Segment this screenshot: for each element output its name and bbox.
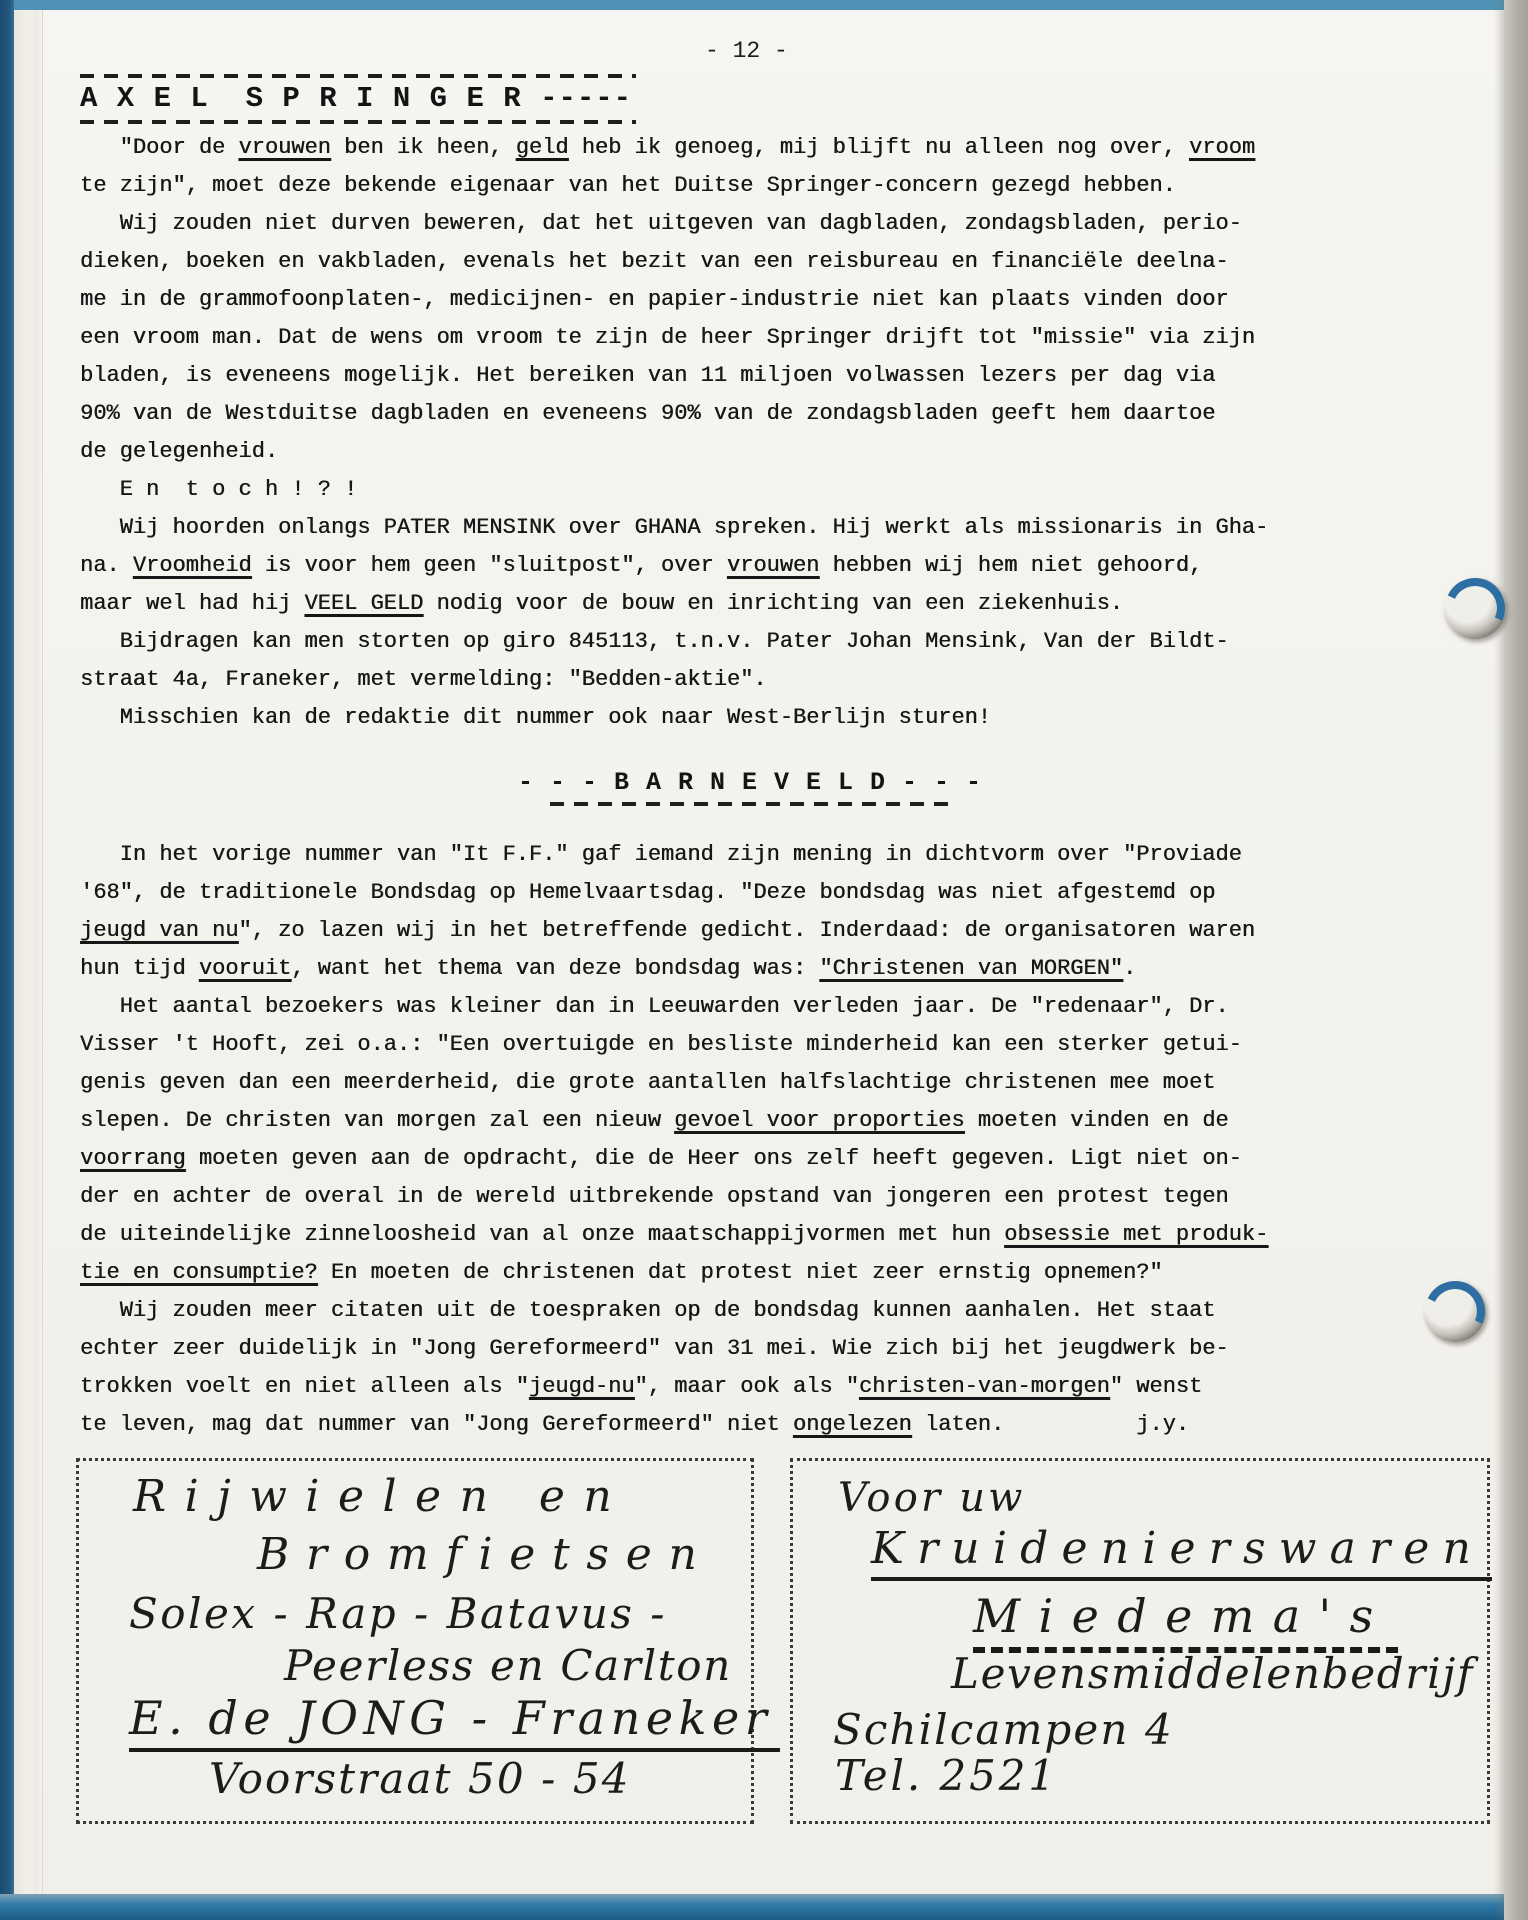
text-line: slepen. De christen van morgen zal een nieuw gevoel voor proporties moeten vinden en de (80, 1108, 1229, 1133)
hole-punch-top (1444, 577, 1506, 639)
text-line: me in de grammofoonplaten-, medicijnen- en papier-industrie niet kan plaats vinden door (80, 287, 1229, 312)
ad-product-line: Kruidenierswaren (871, 1523, 1492, 1581)
dashed-rule (550, 802, 950, 806)
ad-subtitle-line: Levensmiddelenbedrijf (951, 1649, 1475, 1698)
binding-strip (0, 0, 14, 1920)
text-line: der en achter de overal in de wereld uitbrekende opstand van jongeren een protest tegen (80, 1184, 1229, 1209)
text-line: jeugd van nu", zo lazen wij in het betreffende gedicht. Inderdaad: de organisatoren waren (80, 918, 1256, 943)
text-line: te zijn", moet deze bekende eigenaar van het Duitse Springer-concern gezegd hebben. (80, 173, 1176, 198)
article-heading-axel-springer (80, 74, 636, 124)
text-line: '68", de traditionele Bondsdag op Hemelvaartsdag. "Deze bondsdag was niet afgestemd op (80, 880, 1216, 905)
page-edge-shadow (1504, 0, 1528, 1920)
ad-company-name: E. de JONG - Franeker (129, 1691, 780, 1752)
scan-edge-top (0, 0, 1528, 10)
text-line: 90% van de Westduitse dagbladen en eveneens 90% van de zondagsbladen geeft hem daartoe (80, 401, 1216, 426)
text-line: dieken, boeken en vakbladen, evenals het bezit van een reisbureau en financiële deelna- (80, 249, 1229, 274)
text-line: Wij zouden niet durven beweren, dat het uitgeven van dagbladen, zondagsbladen, perio- (80, 211, 1242, 236)
underlying-sheet-edge (14, 8, 43, 1910)
advertisement-grocery (790, 1458, 1490, 1824)
hole-punch-bottom (1424, 1280, 1486, 1342)
text-line: Wij zouden meer citaten uit de toespraken op de bondsdag kunnen aanhalen. Het staat (80, 1298, 1216, 1323)
text-line: trokken voelt en niet alleen als "jeugd-nu", maar ook als "christen-van-morgen" wenst (80, 1374, 1203, 1399)
text-line: Bijdragen kan men storten op giro 845113, t.n.v. Pater Johan Mensink, Van der Bildt- (80, 629, 1229, 654)
text-line: straat 4a, Franeker, met vermelding: "Bedden-aktie". (80, 667, 767, 692)
ad-product-line: Bromfietsen (257, 1529, 714, 1580)
text-line: Misschien kan de redaktie dit nummer ook naar West-Berlijn sturen! (80, 705, 991, 730)
text-line: Het aantal bezoekers was kleiner dan in Leeuwarden verleden jaar. De "redenaar", Dr. (80, 994, 1229, 1019)
text-line: In het vorige nummer van "It F.F." gaf iemand zijn mening in dichtvorm over "Proviade (80, 842, 1242, 867)
ad-intro-line: Voor uw (838, 1475, 1026, 1521)
ad-company-name: Miedema's (973, 1589, 1398, 1653)
article-title: - - - B A R N E V E L D - - - (517, 768, 983, 797)
text-line: "Door de vrouwen ben ik heen, geld heb ik genoeg, mij blijft nu alleen nog over, vroom (80, 135, 1256, 160)
text-line: te leven, mag dat nummer van "Jong Gereformeerd" niet ongelezen laten. j.y. (80, 1412, 1190, 1437)
article-body-axel-springer (80, 129, 1268, 737)
text-line: een vroom man. Dat de wens om vroom te zijn de heer Springer drijft tot "missie" via zijn (80, 325, 1255, 350)
ad-brands-line: Peerless en Carlton (284, 1641, 732, 1690)
article-title: A X E L S P R I N G E R ----- (80, 82, 633, 115)
text-line: hun tijd vooruit, want het thema van deze bondsdag was: "Christenen van MORGEN". (80, 956, 1137, 981)
article-body-barneveld (80, 836, 1268, 1444)
text-line: genis geven dan een meerderheid, die grote aantallen halfslachtige christenen mee moet (80, 1070, 1216, 1095)
text-line: echter zeer duidelijk in "Jong Gereformeerd" van 31 mei. Wie zich bij het jeugdwerk be- (80, 1336, 1229, 1361)
dashed-rule (80, 120, 636, 124)
text-line: tie en consumptie? En moeten de christenen dat protest niet zeer ernstig opnemen?" (80, 1260, 1163, 1285)
text-line: de gelegenheid. (80, 439, 279, 464)
scan-edge-bottom (0, 1894, 1528, 1920)
ad-address-line: Schilcampen 4 (833, 1705, 1174, 1754)
article-heading-barneveld (250, 766, 1250, 806)
text-line: de uiteindelijke zinneloosheid van al onze maatschappijvormen met hun obsessie met produk- (80, 1222, 1269, 1247)
text-line: E n t o c h ! ? ! (80, 477, 358, 502)
ad-phone-line: Tel. 2521 (835, 1751, 1059, 1800)
advertisement-bicycles (76, 1458, 773, 1824)
text-line: Wij hoorden onlangs PATER MENSINK over GHANA spreken. Hij werkt als missionaris in Gha- (80, 515, 1269, 540)
text-line: Visser 't Hooft, zei o.a.: "Een overtuigde en besliste minderheid kan een sterker getui- (80, 1032, 1242, 1057)
ad-address-line: Voorstraat 50 - 54 (209, 1754, 631, 1803)
text-line: voorrang moeten geven aan de opdracht, die de Heer ons zelf heeft gegeven. Ligt niet on- (80, 1146, 1242, 1171)
ad-product-line: Rijwielen en (133, 1471, 631, 1522)
page-number: - 12 - (705, 38, 788, 64)
ad-brands-line: Solex - Rap - Batavus - (129, 1589, 667, 1638)
text-line: na. Vroomheid is voor hem geen "sluitpost", over vrouwen hebben wij hem niet gehoord, (80, 553, 1203, 578)
text-line: maar wel had hij VEEL GELD nodig voor de bouw en inrichting van een ziekenhuis. (80, 591, 1123, 616)
text-line: bladen, is eveneens mogelijk. Het bereiken van 11 miljoen volwassen lezers per dag via (80, 363, 1216, 388)
